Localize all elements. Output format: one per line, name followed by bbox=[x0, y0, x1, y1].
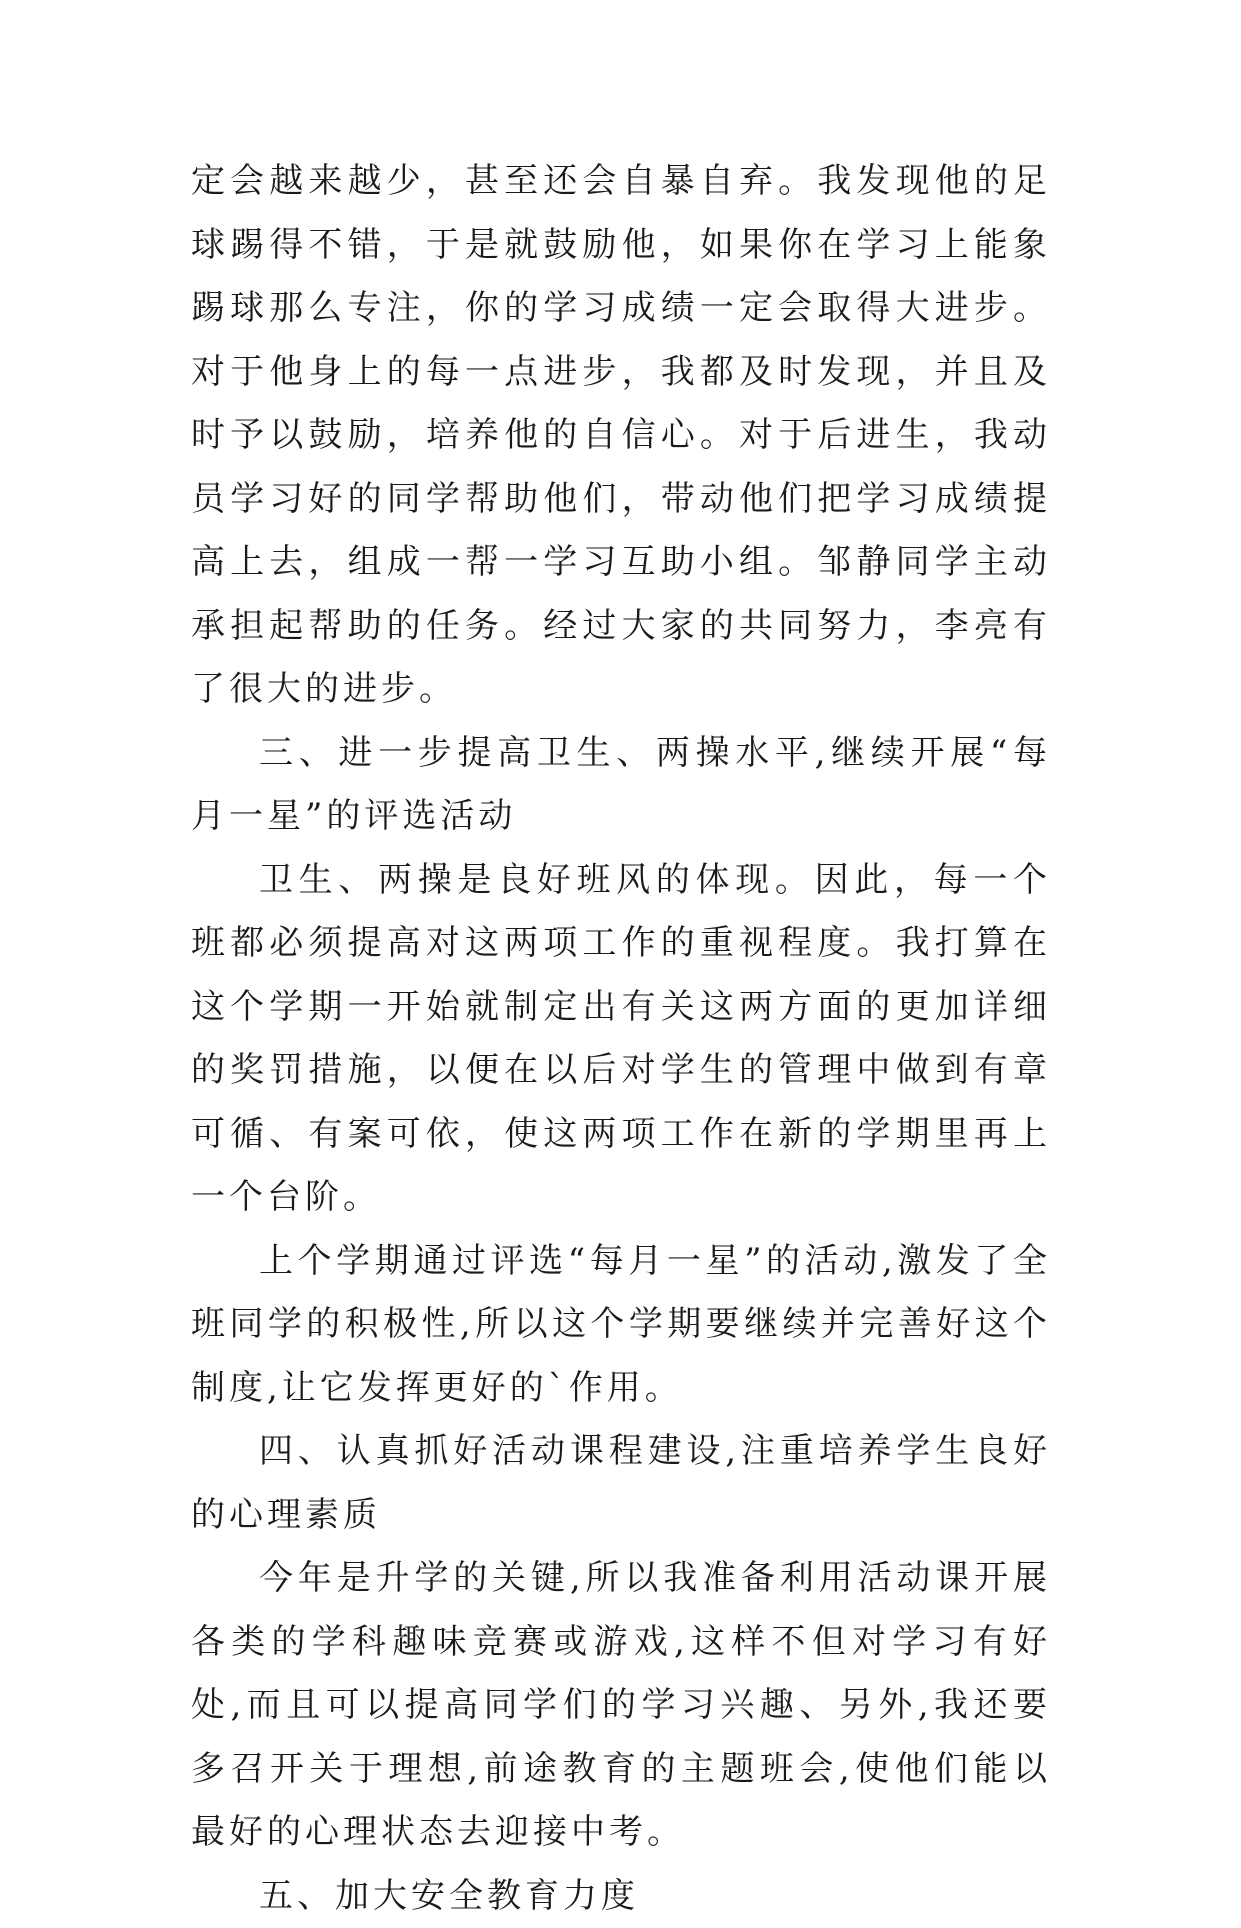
heading-section-five: 五、加大安全教育力度 bbox=[191, 1865, 1051, 1928]
paragraph-hygiene: 卫生、两操是良好班风的体现。因此，每一个班都必须提高对这两项工作的重视程度。我打算在这个学期一开始就制定出有关这两方面的更加详细的奖罚措施，以便在以后对学生的管理中做到有章可循、有案可依，使这两项工作在新的学期里再上一个台阶。 bbox=[191, 849, 1051, 1230]
heading-section-four: 四、认真抓好活动课程建设,注重培养学生良好的心理素质 bbox=[191, 1420, 1051, 1547]
document-body bbox=[191, 150, 1051, 1928]
paragraph-encouragement: 定会越来越少，甚至还会自暴自弃。我发现他的足球踢得不错，于是就鼓励他，如果你在学习上能象踢球那么专注，你的学习成绩一定会取得大进步。对于他身上的每一点进步，我都及时发现，并且及时予以鼓励，培养他的自信心。对于后进生，我动员学习好的同学帮助他们，带动他们把学习成绩提高上去，组成一帮一学习互助小组。邹静同学主动承担起帮助的任务。经过大家的共同努力，李亮有了很大的进步。 bbox=[191, 150, 1051, 722]
heading-section-three: 三、进一步提高卫生、两操水平,继续开展“每月一星”的评选活动 bbox=[191, 722, 1051, 849]
paragraph-star-of-month: 上个学期通过评选“每月一星”的活动,激发了全班同学的积极性,所以这个学期要继续并完善好这个制度,让它发挥更好的`作用。 bbox=[191, 1230, 1051, 1421]
paragraph-activity-course: 今年是升学的关键,所以我准备利用活动课开展各类的学科趣味竞赛或游戏,这样不但对学习有好处,而且可以提高同学们的学习兴趣、另外,我还要多召开关于理想,前途教育的主题班会,使他们能以最好的心理状态去迎接中考。 bbox=[191, 1547, 1051, 1865]
